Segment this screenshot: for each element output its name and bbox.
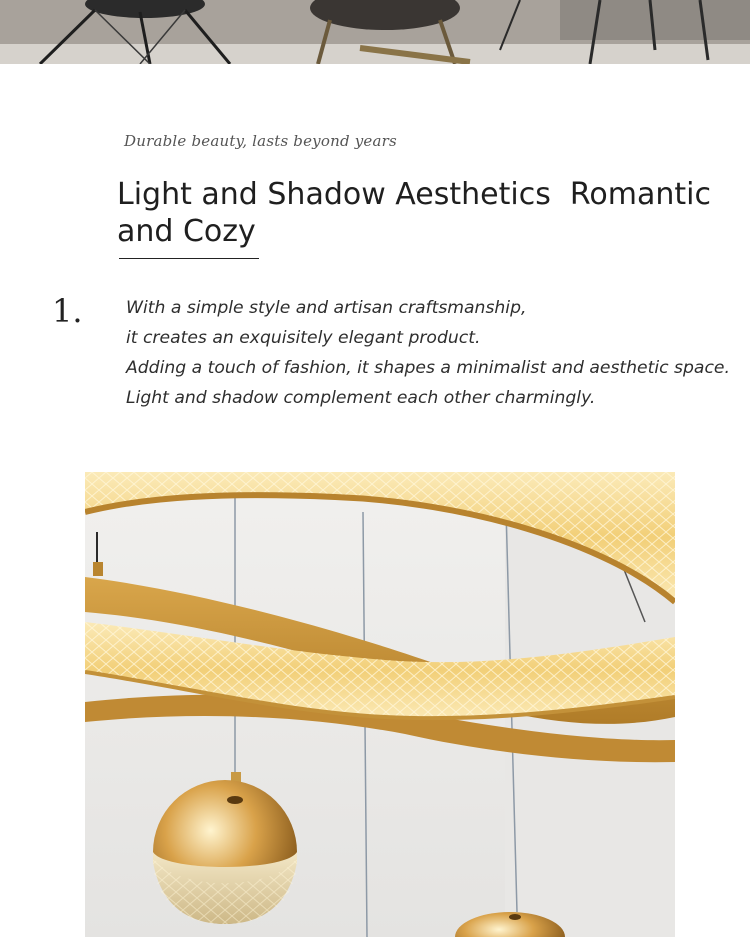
description-line: it creates an exquisitely elegant product. bbox=[126, 328, 481, 348]
description-line: With a simple style and artisan craftsmanship, bbox=[126, 298, 527, 318]
section-heading: Light and Shadow Aesthetics Romantic and Cozy bbox=[117, 177, 721, 249]
description-line: Adding a touch of fashion, it shapes a minimalist and aesthetic space. bbox=[126, 358, 730, 378]
feature-number: 1. bbox=[52, 292, 83, 330]
chandelier-product-photo bbox=[85, 472, 675, 937]
description-line: Light and shadow complement each other charmingly. bbox=[126, 388, 596, 408]
heading-underline bbox=[119, 258, 259, 259]
chandelier-image bbox=[85, 472, 675, 937]
section-subtitle: Durable beauty, lasts beyond years bbox=[124, 132, 397, 150]
top-interior-photo bbox=[0, 0, 750, 64]
feature-description bbox=[126, 293, 736, 413]
chairs-image bbox=[0, 0, 750, 64]
